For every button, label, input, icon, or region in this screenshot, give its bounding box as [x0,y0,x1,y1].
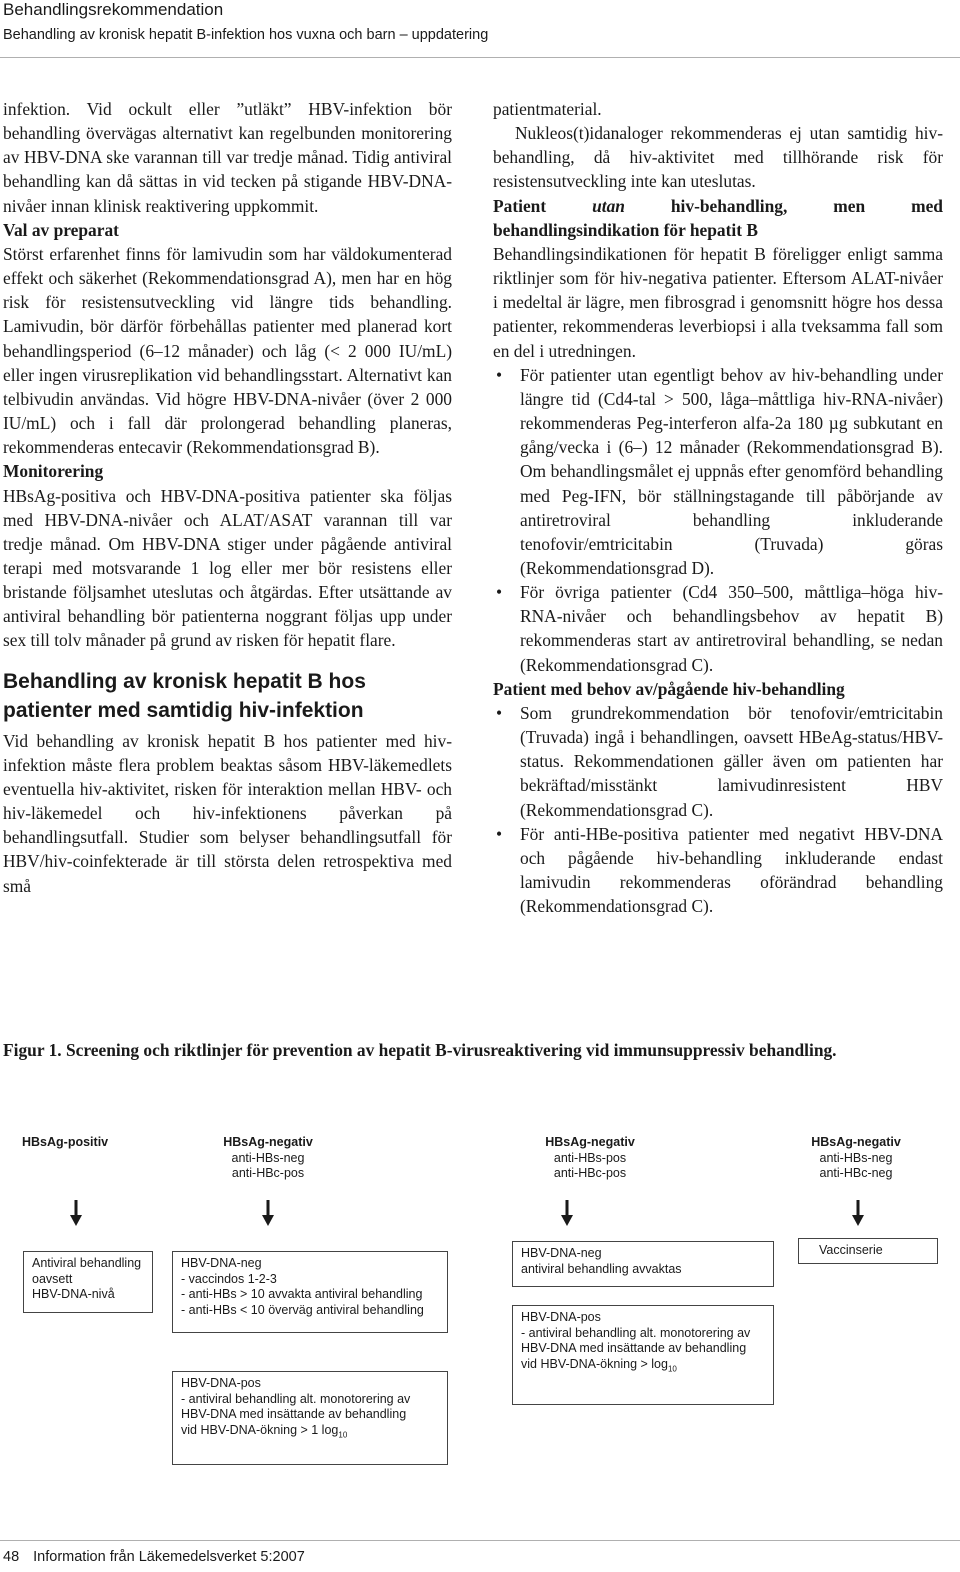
list-item: • Som grundrekommendation bör tenofovir/emtricitabin (Truvada) ingå i behandlingen, oavsett HBeAg-status/HBV-status. Rekommendationen gäller även om patienten har bekräftad/misstänkt lamivudinresistent HBV (Rekommendationsgrad C). [496,702,943,820]
section-heading: Val av preparat [3,219,119,240]
running-header-subtitle: Behandling av kronisk hepatit B-infektion hos vuxna och barn – uppdatering [3,27,489,43]
page-footer [3,1549,305,1565]
bullet-icon: • [496,364,503,385]
right-column [493,97,943,918]
bullet-icon: • [496,702,503,723]
box-hbv-dna-neg-col3: HBV-DNA-neg antiviral behandling avvaktas [512,1241,774,1287]
paragraph: infektion. Vid ockult eller ”utläkt” HBV-infektion bör behandling övervägas alternativt kan regelbunden monitorering av HBV-DNA ske varannan till var tredje månad. Tidig antiviral behandling kan då sättas in vid tecken på stigande HBV-DNA-nivåer innan klinisk reaktivering uppkommit. [3,99,452,216]
footer-divider [0,1540,960,1541]
box-vaccine-series: Vaccinserie [798,1238,938,1264]
arrow-down-icon [561,1200,573,1226]
arrow-down-icon [70,1200,82,1226]
page-number: 48 [3,1549,20,1565]
footer-text: Information från Läkemedelsverket 5:2007 [33,1549,305,1565]
diagram-head-col2: HBsAg-negativ anti-HBs-neg anti-HBc-pos [223,1135,313,1180]
paragraph: Behandlingsindikationen för hepatit B föreligger enligt samma riktlinjer som för hiv-negativa patienter. Eftersom ALAT-nivåer i medeltal är lägre, men fibrosgrad i genomsnitt högre hos dessa patienter, rekommenderas leverbiopsi i alla tveksamma fall som en del i utredningen. [493,243,943,361]
left-column [3,97,452,898]
section-heading: Monitorering [3,461,104,482]
box-hbv-dna-pos-col2: HBV-DNA-pos - antiviral behandling alt. monotorering av HBV-DNA med insättande av behandling vid HBV-DNA-ökning > 1 $\log_{10}$ [172,1371,448,1465]
paragraph: HBsAg-positiva och HBV-DNA-positiva patienter ska följas med HBV-DNA-nivåer och ALAT/ASAT varannan till var tredje månad. Om HBV-DNA stiger under pågående antiviral terapi med motsvarande 1 log eller mer bör resistens eller bristande följsamhet uteslutas och åtgärdas. Efter utsättande av antiviral behandling bör patienterna noggrant följas upp under sex till tolv månader på grund av risken för hepatit flare. [3,485,452,651]
paragraph: Störst erfarenhet finns för lamivudin som har väldokumenterad effekt och säkerhet (Rekommendationsgrad A), men har en hög risk för resistensutveckling vid längre tids behandling. Lamivudin, bör därför förbehållas patienter med planerad kort behandlingsperiod (6–12 månader) och låg (< 2 000 IU/mL) eller ingen virusreplikation vid behandlingsstart. Alternativt kan telbivudin användas. Vid högre HBV-DNA-nivåer (över 2 000 IU/mL) och i fall där prolongerad behandling planeras, rekommenderas entecavir (Rekommendationsgrad B). [3,243,452,458]
diagram-head-col3: HBsAg-negativ anti-HBs-pos anti-HBc-pos [545,1135,635,1180]
paragraph: Vid behandling av kronisk hepatit B hos patienter med hiv-infektion måste flera problem beaktas såsom HBV-läkemedlets eventuella hiv-aktivitet, risken för interaktion mellan HBV- och hiv-läkemedel och hiv-infektionens påverkan på behandlingsutfall. Studier som belyser behandlingsutfall för HBV/hiv-coinfekterade är till största delen retrospektiva med små [3,730,452,896]
bullet-icon: • [496,823,503,844]
diagram-head-hbsag-positive: HBsAg-positiv [22,1135,109,1149]
box-hbv-dna-neg-col2: HBV-DNA-neg - vaccindos 1-2-3 - anti-HBs > 10 avvakta antiviral behandling - anti-HBs < 10 överväg antiviral behandling [172,1251,448,1333]
box-antiviral-treatment: Antiviral behandling oavsett HBV-DNA-nivå [23,1251,153,1313]
list-item: • För anti-HBe-positiva patienter med negativt HBV-DNA och pågående hiv-behandling inkluderande endast lamivudin rekommenderas oförändrad behandling (Rekommendationsgrad C). [496,823,943,917]
header-divider [0,57,960,58]
figure-caption: Figur 1. Screening och riktlinjer för prevention av hepatit B-virusreaktivering vid immunsuppressiv behandling. [3,1040,837,1060]
bullet-list [493,363,943,677]
bullet-list [493,701,943,918]
bullet-icon: • [496,582,503,603]
section-heading: Patient utan hiv-behandling, men med behandlingsindikation för hepatit B [493,195,943,240]
box-hbv-dna-pos-col3: HBV-DNA-pos - antiviral behandling alt. monotorering av HBV-DNA med insättande av behandling vid HBV-DNA-ökning > $\log_{10}$ [512,1305,774,1405]
flow-diagram [0,1125,960,1505]
diagram-head-col4: HBsAg-negativ anti-HBs-neg anti-HBc-neg [811,1135,901,1180]
paragraph: Nukleos(t)idanaloger rekommenderas ej utan samtidig hiv-behandling, då hiv-aktivitet med tillhörande risk för resistensutveckling inte kan uteslutas. [493,123,943,192]
list-item: • För patienter utan egentligt behov av hiv-behandling under längre tid (Cd4-tal > 500, låga–måttliga hiv-RNA-nivåer) rekommenderas Peg-interferon alfa-2a 180 µg subkutant en gång/vecka i (6–) 12 månader (Rekommendationsgrad B). Om behandlingsmålet ej uppnås efter genomförd behandling med Peg-IFN, bör ställningstagande till påbörjande av antiretroviral behandling inkluderande tenofovir/emtricitabin (Truvada) göras (Rekommendationsgrad D). [496,364,943,578]
paragraph: patientmaterial. [493,99,602,119]
section-heading: Patient med behov av/pågående hiv-behandling [493,678,845,699]
arrow-down-icon [852,1200,864,1226]
running-header-title: Behandlingsrekommendation [3,0,224,19]
list-item: • För övriga patienter (Cd4 350–500, måttliga–höga hiv-RNA-nivåer och behandlingsbehov av hepatit B) rekommenderas start av antiretroviral behandling, se nedan (Rekommendationsgrad C). [496,582,943,675]
arrow-down-icon [262,1200,274,1226]
section-title: Behandling av kronisk hepatit B hos patienter med samtidig hiv-infektion [3,669,366,722]
